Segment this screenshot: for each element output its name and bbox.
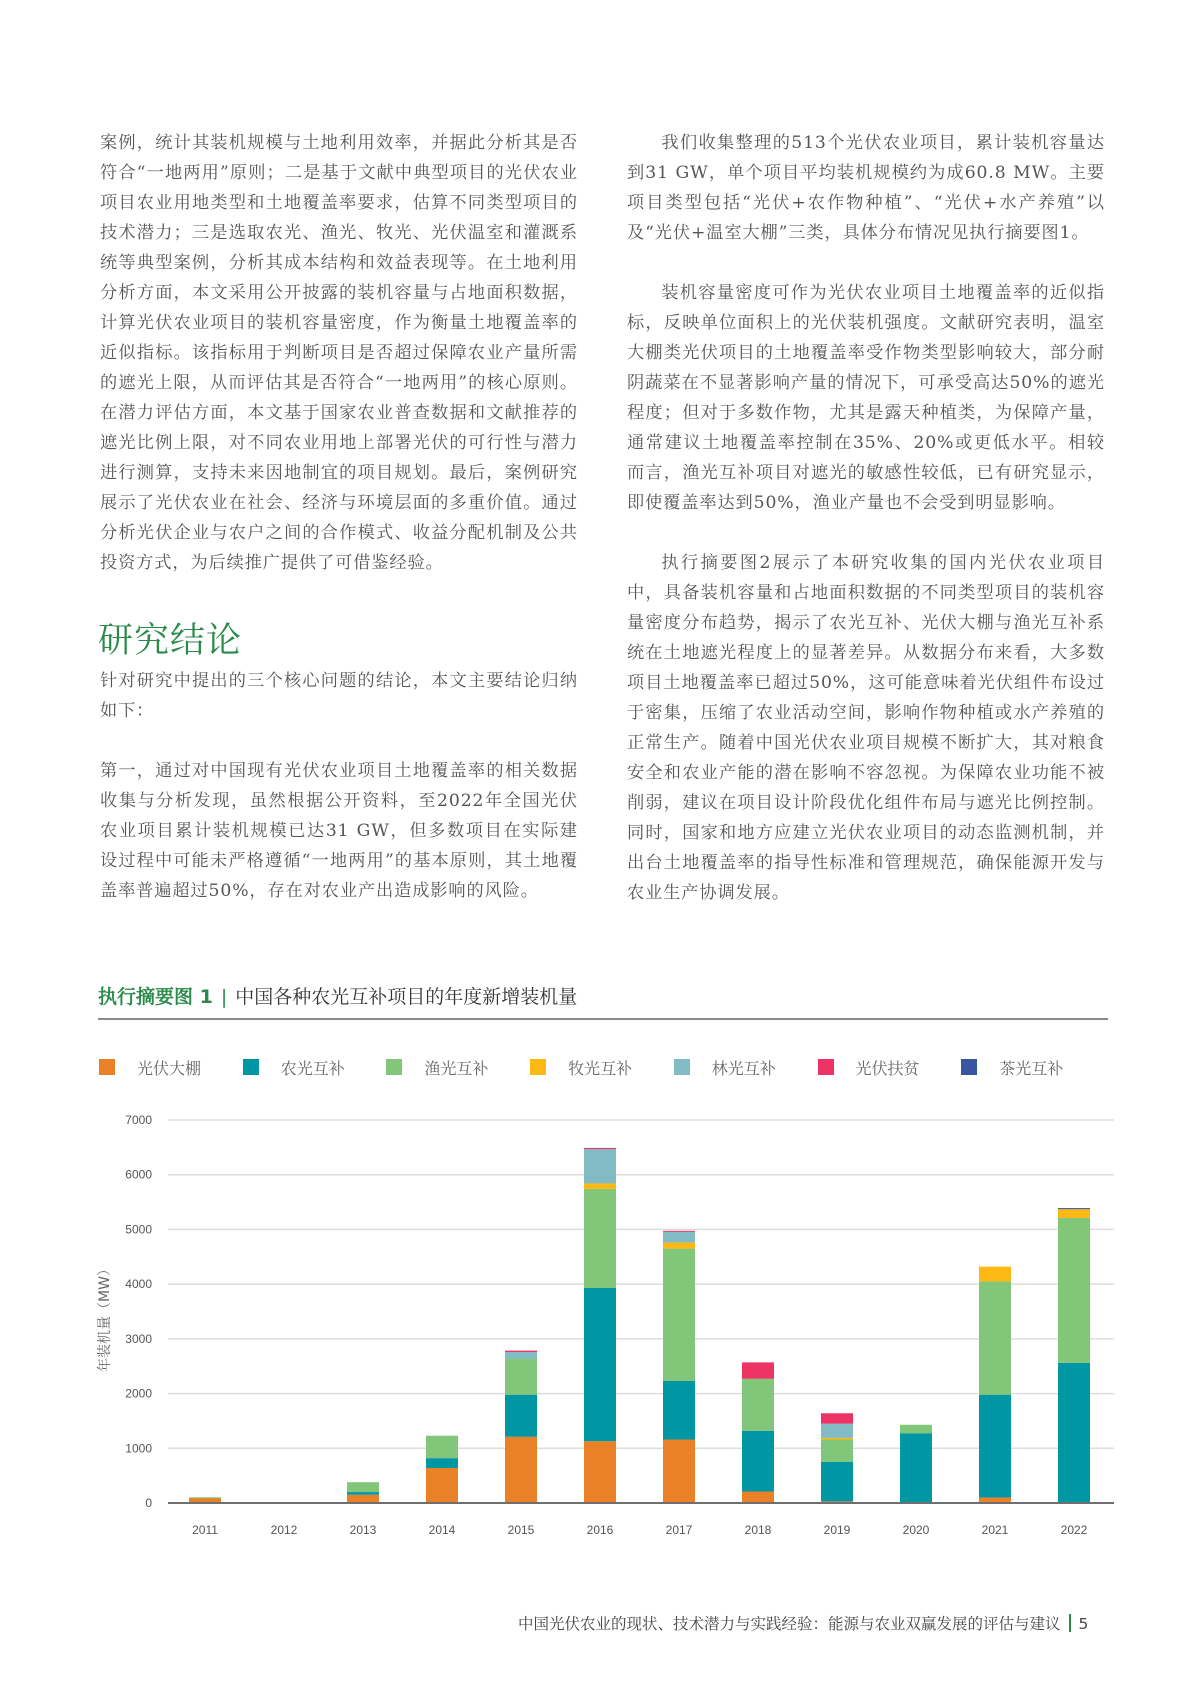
y-tick-label: 5000 [125,1222,152,1237]
y-tick-label: 7000 [125,1113,152,1127]
legend-label: 光伏大棚 [137,1058,202,1078]
y-tick-label: 3000 [125,1331,152,1346]
x-tick-label: 2012 [270,1523,298,1537]
bar-segment [663,1243,695,1249]
bar-segment [505,1351,537,1352]
bar-segment [663,1232,695,1243]
y-axis-title: 年装机量（MW） [97,1262,113,1372]
bar-segment [584,1148,616,1149]
bar-segment [821,1413,853,1423]
bar-segment [347,1482,379,1492]
y-tick-label: 0 [145,1496,152,1510]
bar-segment [1058,1363,1090,1503]
bar-segment [426,1468,458,1503]
legend-label: 茶光互补 [999,1058,1064,1078]
intro-paragraph: 案例，统计其装机规模与土地利用效率，并据此分析其是否符合“一地两用”原则；二是基于文献中典型项目的光伏农业项目农业用地类型和土地覆盖率要求，估算不同类型项目的技术潜力；三是选取农光、渔光、牧光、光伏温室和灌溉系统等典型案例，分析其成本结构和效益表现等。在土地利用分析方面，本文采用公开披露的装机容量与占地面积数据，计算光伏农业项目的装机容量密度，作为衡量土地覆盖率的近似指标。该指标用于判断项目是否超过保障农业产量所需的遮光上限，从而评估其是否符合“一地两用”的核心原则。在潜力评估方面，本文基于国家农业普查数据和文献推荐的遮光比例上限，对不同农业用地上部署光伏的可行性与潜力进行测算，支持未来因地制宜的项目规划。最后，案例研究展示了光伏农业在社会、经济与环境层面的多重价值。通过分析光伏企业与农户之间的合作模式、收益分配机制及公共投资方式，为后续推广提供了可借鉴经验。 [100,133,578,573]
x-tick-label: 2017 [665,1523,693,1537]
bar-segment [821,1424,853,1438]
figure-caption: 中国各种农光互补项目的年度新增装机量 [235,986,578,1008]
bar-segment [663,1231,695,1232]
bar-segment [821,1440,853,1462]
bar-segment [347,1495,379,1503]
bar-segment [505,1437,537,1503]
legend-label: 牧光互补 [568,1058,633,1078]
legend-label: 光伏扶贫 [855,1058,920,1078]
page-number: 5 [1078,1615,1089,1633]
bar-segment [189,1497,221,1498]
bar-segment [584,1149,616,1183]
bar-segment [584,1183,616,1188]
x-tick-label: 2021 [981,1523,1009,1537]
paragraph-3: 执行摘要图2展示了本研究收集的国内光伏农业项目中，具备装机容量和占地面积数据的不同类型项目的装机容量密度分布趋势，揭示了农光互补、光伏大棚与渔光互补系统在土地遮光程度上的显著差异。从数据分布来看，大多数项目土地覆盖率已超过50%，这可能意味着光伏组件布设过于密集，压缩了农业活动空间，影响作物种植或水产养殖的正常生产。随着中国光伏农业项目规模不断扩大，其对粮食安全和农业产能的潜在影响不容忽视。为保障农业功能不被削弱，建议在项目设计阶段优化组件布局与遮光比例控制。同时，国家和地方应建立光伏农业项目的动态监测机制，并出台土地覆盖率的指导性标准和管理规范，确保能源开发与农业生产协调发展。 [627,553,1105,903]
x-tick-label: 2014 [428,1523,456,1537]
bar-segment [821,1438,853,1440]
bar-segment [742,1431,774,1492]
bar-segment [742,1379,774,1431]
bar-segment [1058,1209,1090,1218]
bar-segment [742,1492,774,1503]
paragraph-2: 装机容量密度可作为光伏农业项目土地覆盖率的近似指标，反映单位面积上的光伏装机强度。文献研究表明，温室大棚类光伏项目的土地覆盖率受作物类型影响较大，部分耐阴蔬菜在不显著影响产量的情况下，可承受高达50%的遮光程度；但对于多数作物，尤其是露天种植类，为保障产量，通常建议土地覆盖率控制在35%、20%或更低水平。相较而言，渔光互补项目对遮光的敏感性较低，已有研究显示，即使覆盖率达到50%，渔业产量也不会受到明显影响。 [627,283,1105,513]
y-tick-label: 2000 [125,1386,152,1401]
page-footer [518,1612,1088,1634]
bar-segment [584,1288,616,1441]
x-tick-label: 2022 [1060,1523,1088,1537]
paragraph-1: 我们收集整理的513个光伏农业项目，累计装机容量达到31 GW，单个项目平均装机规模约为成60.8 MW。主要项目类型包括“光伏+农作物种植”、“光伏+水产养殖”以及“光伏+温室大棚”三类，具体分布情况见执行摘要图1。 [627,133,1105,243]
conclusion-first: 第一，通过对中国现有光伏农业项目土地覆盖率的相关数据收集与分析发现，虽然根据公开资料，至2022年全国光伏农业项目累计装机规模已达31 GW，但多数项目在实际建设过程中可能未严格遵循“一地两用”的基本原则，其土地覆盖率普遍超过50%，存在对农业产出造成影响的风险。 [100,761,578,901]
bar-segment [1058,1208,1090,1209]
figure-separator: | [220,986,228,1008]
x-tick-label: 2016 [586,1523,614,1537]
footer-report-title: 中国光伏农业的现状、技术潜力与实践经验：能源与农业双赢发展的评估与建议 [518,1615,1061,1633]
bar-segment [900,1434,932,1503]
bar-segment [505,1359,537,1395]
footer-separator [1069,1614,1071,1632]
bar-segment [584,1441,616,1503]
y-tick-label: 1000 [125,1441,152,1456]
bar-segment [1058,1218,1090,1363]
bar-segment [742,1362,774,1378]
y-tick-label: 6000 [125,1167,152,1182]
x-tick-label: 2015 [507,1523,535,1537]
bar-segment [663,1381,695,1440]
bar-segment [505,1395,537,1437]
bar-segment [426,1458,458,1468]
y-tick-label: 4000 [125,1277,152,1292]
figure-label: 执行摘要图 1 [98,986,213,1008]
conclusion-intro: 针对研究中提出的三个核心问题的结论，本文主要结论归纳如下： [100,671,578,721]
x-tick-label: 2020 [902,1523,930,1537]
bar-segment [979,1395,1011,1498]
bar-segment [505,1352,537,1359]
x-tick-label: 2019 [823,1523,851,1537]
legend-label: 林光互补 [711,1058,776,1078]
legend-label: 渔光互补 [424,1058,489,1078]
bar-segment [426,1436,458,1458]
legend-label: 农光互补 [280,1058,345,1078]
section-heading: 研究结论 [98,621,243,661]
bar-segment [979,1281,1011,1394]
bar-segment [584,1189,616,1288]
x-tick-label: 2018 [744,1523,772,1537]
bar-segment [979,1267,1011,1282]
bar-segment [663,1440,695,1503]
x-tick-label: 2013 [349,1523,377,1537]
bar-segment [347,1492,379,1495]
x-tick-label: 2011 [192,1523,218,1537]
bar-segment [663,1249,695,1381]
bar-segment [900,1425,932,1434]
bar-segment [821,1462,853,1501]
